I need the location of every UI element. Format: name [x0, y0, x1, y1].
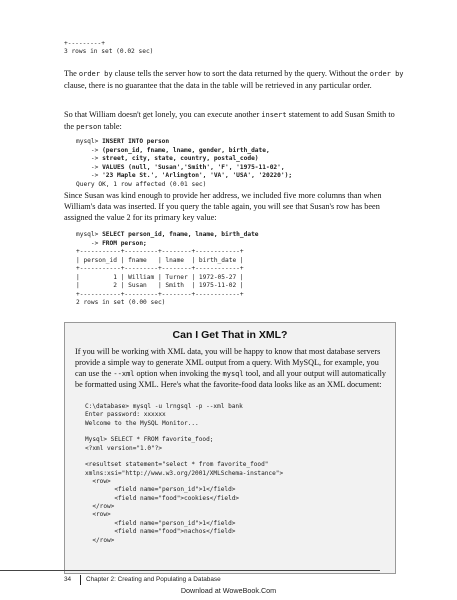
xml-sidebar [64, 322, 396, 574]
footer-separator [80, 575, 81, 585]
sidebar-title: Can I Get That in XML? [172, 329, 288, 341]
chapter-title: Chapter 2: Creating and Populating a Database [86, 576, 221, 583]
paragraph-query-again: Since Susan was kind enough to provide her address, we included five more columns than when William's data was inserted. If you query the table again, you will see that Susan's row has been assigned the value 2 for its primary key value: [64, 191, 382, 223]
sidebar-code-block: C:\database> mysql -u lrngsql -p --xml bank Enter password: xxxxxx Welcome to the MySQL Monitor... Mysql> SELECT * FROM favorite_food; <?xml version="1.0"?> <resultset statement="select * from favorite_food" xmlns:xsi="http://www.w3.org/2001/XMLSchema-instance"> <row> <field name="person_id">1</field> <field name="food">cookies</field> </row> <row> <field name="person_id">1</field> <field name="food">nachos</field> </row> [85, 403, 284, 544]
select-code-block: mysql> SELECT person_id, fname, lname, birth_date -> FROM person; +-----------+---------+--------+------------+ | person_id | fname | lname | birth_date | +-----------+---------+--------+------------+ | 1 | William | Turner | 1972-05-27 | | 2 | Susan | Smith | 1975-11-02 | +-----------+---------+--------+------------+ 2 rows in set (0.00 sec) [76, 231, 259, 306]
insert-code-block: mysql> INSERT INTO person -> (person_id, fname, lname, gender, birth_date, -> street, city, state, country, postal_code) -> VALUES (null, 'Susan','Smith', 'F', '1975-11-02', -> '23 Maple St.', 'Arlington', 'VA', 'USA', '20220'); Query OK, 1 row affected (0.01 sec) [76, 138, 293, 188]
footer-rule [0, 570, 380, 571]
result-border: +---------+ [64, 40, 105, 47]
page-number: 34 [64, 576, 72, 583]
download-credit: Download at WoweBook.Com [180, 586, 277, 595]
paragraph-order-by: The order by clause tells the server how to sort the data returned by the query. Without the order by clause, there is no guarantee that the data in the table will be retrieved in any particular order. [64, 69, 404, 91]
page-footer [64, 576, 404, 586]
result-rows: 3 rows in set (0.02 sec) [64, 48, 154, 56]
paragraph-susan: So that William doesn't get lonely, you can execute another insert statement to add Susan Smith to the person table: [64, 110, 395, 132]
result-footer [64, 40, 153, 57]
sidebar-paragraph: If you will be working with XML data, you will be happy to know that most database servers provide a simple way to generate XML output from a query. With MySQL, for example, you can use the --xml option when invoking the mysql tool, and all your output will automatically be formatted using XML. Here's what the favorite-food data looks like as an XML document: [75, 347, 386, 389]
